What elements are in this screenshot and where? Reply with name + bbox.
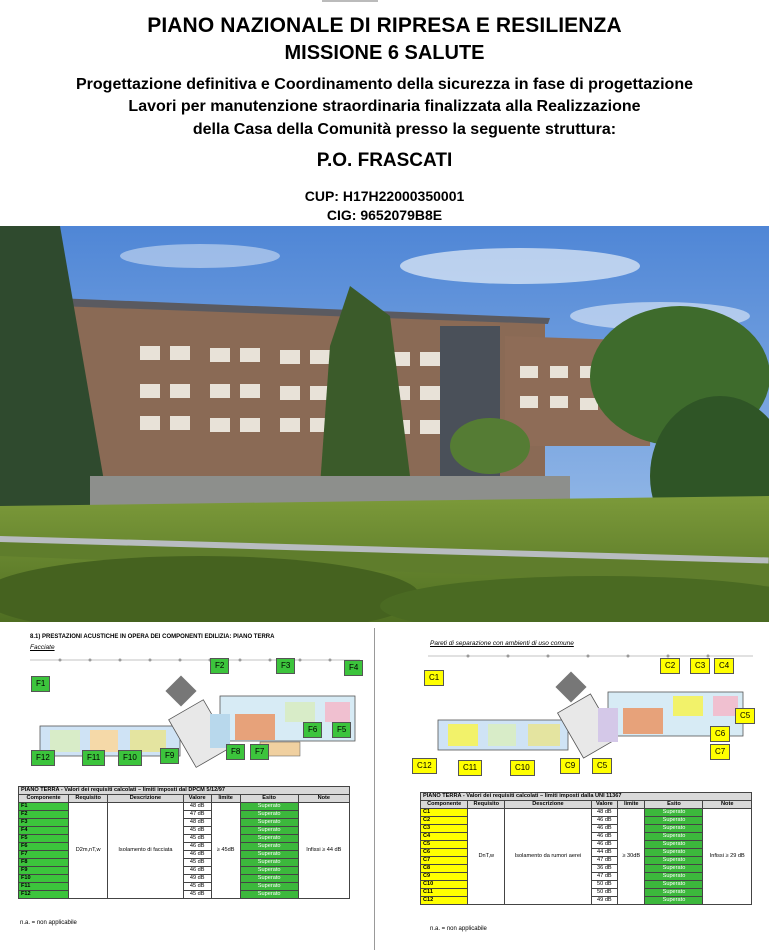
note-cell: Infissi ≥ 44 dB (298, 803, 349, 899)
esito-cell: Superato (645, 873, 703, 881)
component-cell: F3 (19, 819, 69, 827)
section-title: 8.1) PRESTAZIONI ACUSTICHE IN OPERA DEI COMPONENTI EDILIZIA: PIANO TERRA (30, 634, 275, 640)
col-header: Note (298, 795, 349, 803)
partition-subtitle: Pareti di separazione con ambienti di uso comune (430, 640, 574, 647)
component-cell: C11 (421, 889, 468, 897)
document-header (0, 0, 769, 226)
valore-cell: 44 dB (591, 849, 617, 857)
valore-cell: 47 dB (591, 857, 617, 865)
esito-cell: Superato (240, 883, 298, 891)
tag-f6: F6 (303, 722, 322, 738)
component-cell: C2 (421, 817, 468, 825)
component-cell: C6 (421, 849, 468, 857)
col-header: Componente (421, 801, 468, 809)
tag-c5: C5 (735, 708, 755, 724)
tag-f1: F1 (31, 676, 50, 692)
partition-panel (378, 626, 769, 950)
limite-cell: ≥ 45dB (211, 803, 240, 899)
component-cell: C3 (421, 825, 468, 833)
component-cell: F8 (19, 859, 69, 867)
component-cell: F12 (19, 891, 69, 899)
component-cell: C9 (421, 873, 468, 881)
esito-cell: Superato (240, 867, 298, 875)
component-cell: F5 (19, 835, 69, 843)
project-line-3: della Casa della Comunità presso la seguente struttura: (192, 121, 617, 138)
valore-cell: 49 dB (183, 875, 211, 883)
requisito-cell: DnT,w (468, 809, 505, 905)
component-cell: F9 (19, 867, 69, 875)
descrizione-cell: Isolamento di facciata (108, 803, 184, 899)
tag-c2: C2 (660, 658, 680, 674)
facility-name: P.O. FRASCATI (316, 150, 453, 171)
component-cell: C4 (421, 833, 468, 841)
requisito-cell: D2m,nT,w (69, 803, 108, 899)
valore-cell: 48 dB (591, 809, 617, 817)
col-header: Descrizione (505, 801, 591, 809)
tag-f5: F5 (332, 722, 351, 738)
valore-cell: 45 dB (183, 859, 211, 867)
note-cell: Infissi ≥ 29 dB (703, 809, 752, 905)
col-header: Descrizione (108, 795, 184, 803)
esito-cell: Superato (240, 827, 298, 835)
esito-cell: Superato (645, 833, 703, 841)
esito-cell: Superato (645, 857, 703, 865)
esito-cell: Superato (240, 819, 298, 827)
component-cell: C7 (421, 857, 468, 865)
valore-cell: 45 dB (183, 827, 211, 835)
col-header: Note (703, 801, 752, 809)
valore-cell: 48 dB (183, 819, 211, 827)
component-cell: C8 (421, 865, 468, 873)
cup-code: CUP: H17H22000350001 (304, 188, 465, 204)
valore-cell: 50 dB (591, 881, 617, 889)
facade-subtitle: Facciate (30, 644, 55, 651)
tag-f7: F7 (250, 744, 269, 760)
top-mark (322, 0, 378, 2)
esito-cell: Superato (240, 835, 298, 843)
esito-cell: Superato (240, 843, 298, 851)
esito-cell: Superato (240, 891, 298, 899)
valore-cell: 46 dB (591, 825, 617, 833)
tag-c5-bottom: C5 (592, 758, 612, 774)
tag-c7: C7 (710, 744, 730, 760)
col-header: Requisito (468, 801, 505, 809)
col-header: Componente (19, 795, 69, 803)
na-note: n.a. = non applicabile (430, 926, 487, 932)
component-cell: F10 (19, 875, 69, 883)
col-header: Valore (591, 801, 617, 809)
esito-cell: Superato (645, 841, 703, 849)
tag-c9: C9 (560, 758, 580, 774)
component-cell: F4 (19, 827, 69, 835)
valore-cell: 45 dB (183, 835, 211, 843)
component-cell: F6 (19, 843, 69, 851)
tag-f2: F2 (210, 658, 229, 674)
valore-cell: 48 dB (183, 803, 211, 811)
component-cell: C5 (421, 841, 468, 849)
col-header: limite (618, 801, 645, 809)
esito-cell: Superato (645, 809, 703, 817)
descrizione-cell: Isolamento da rumori aerei (505, 809, 591, 905)
esito-cell: Superato (240, 811, 298, 819)
program-title: PIANO NAZIONALE DI RIPRESA E RESILIENZA (147, 14, 622, 37)
component-cell: C10 (421, 881, 468, 889)
col-header: Valore (183, 795, 211, 803)
tag-c4: C4 (714, 658, 734, 674)
esito-cell: Superato (645, 865, 703, 873)
valore-cell: 36 dB (591, 865, 617, 873)
esito-cell: Superato (645, 889, 703, 897)
valore-cell: 46 dB (183, 851, 211, 859)
esito-cell: Superato (240, 803, 298, 811)
tag-f4: F4 (344, 660, 363, 676)
table-caption: PIANO TERRA - Valori dei requisiti calcolati – limiti imposti dal DPCM 5/12/97 (19, 787, 350, 795)
col-header: Esito (645, 801, 703, 809)
esito-cell: Superato (240, 851, 298, 859)
col-header: limite (211, 795, 240, 803)
valore-cell: 46 dB (591, 841, 617, 849)
partition-requirements-table (420, 792, 752, 905)
esito-cell: Superato (645, 817, 703, 825)
valore-cell: 45 dB (183, 883, 211, 891)
project-line-2: Lavori per manutenzione straordinaria finalizzata alla Realizzazione (128, 98, 641, 115)
tag-f12: F12 (31, 750, 55, 766)
table-caption: PIANO TERRA - Valori dei requisiti calcolati – limiti imposti dalla UNI 11367 (421, 793, 752, 801)
tag-f11: F11 (82, 750, 105, 766)
col-header: Requisito (69, 795, 108, 803)
component-cell: F2 (19, 811, 69, 819)
esito-cell: Superato (240, 859, 298, 867)
valore-cell: 46 dB (591, 833, 617, 841)
esito-cell: Superato (645, 825, 703, 833)
tag-f10: F10 (118, 750, 142, 766)
tag-c12: C12 (412, 758, 437, 774)
panel-divider (374, 628, 375, 950)
tag-c6: C6 (710, 726, 730, 742)
na-note: n.a. = non applicabile (20, 920, 77, 926)
mission-title: MISSIONE 6 SALUTE (284, 42, 485, 64)
component-cell: F1 (19, 803, 69, 811)
cig-code: CIG: 9652079B8E (326, 207, 443, 223)
valore-cell: 45 dB (183, 891, 211, 899)
esito-cell: Superato (645, 897, 703, 905)
component-cell: C12 (421, 897, 468, 905)
building-photo (0, 226, 769, 622)
valore-cell: 49 dB (591, 897, 617, 905)
valore-cell: 46 dB (183, 843, 211, 851)
tag-c11: C11 (458, 760, 482, 776)
tag-c1: C1 (424, 670, 444, 686)
valore-cell: 46 dB (183, 867, 211, 875)
valore-cell: 47 dB (591, 873, 617, 881)
valore-cell: 46 dB (591, 817, 617, 825)
tag-f3: F3 (276, 658, 295, 674)
facade-requirements-table (18, 786, 350, 899)
esito-cell: Superato (645, 881, 703, 889)
esito-cell: Superato (240, 875, 298, 883)
tag-c10: C10 (510, 760, 535, 776)
project-line-1: Progettazione definitiva e Coordinamento della sicurezza in fase di progettazione (76, 76, 693, 93)
component-cell: C1 (421, 809, 468, 817)
facade-panel (0, 626, 370, 950)
limite-cell: ≥ 30dB (618, 809, 645, 905)
component-cell: F11 (19, 883, 69, 891)
table-row (19, 803, 350, 811)
tag-c3: C3 (690, 658, 710, 674)
tag-f8: F8 (226, 744, 245, 760)
floor-plan-facade (30, 656, 370, 774)
valore-cell: 47 dB (183, 811, 211, 819)
component-cell: F7 (19, 851, 69, 859)
table-row (421, 809, 752, 817)
valore-cell: 50 dB (591, 889, 617, 897)
esito-cell: Superato (645, 849, 703, 857)
tag-f9: F9 (160, 748, 179, 764)
col-header: Esito (240, 795, 298, 803)
